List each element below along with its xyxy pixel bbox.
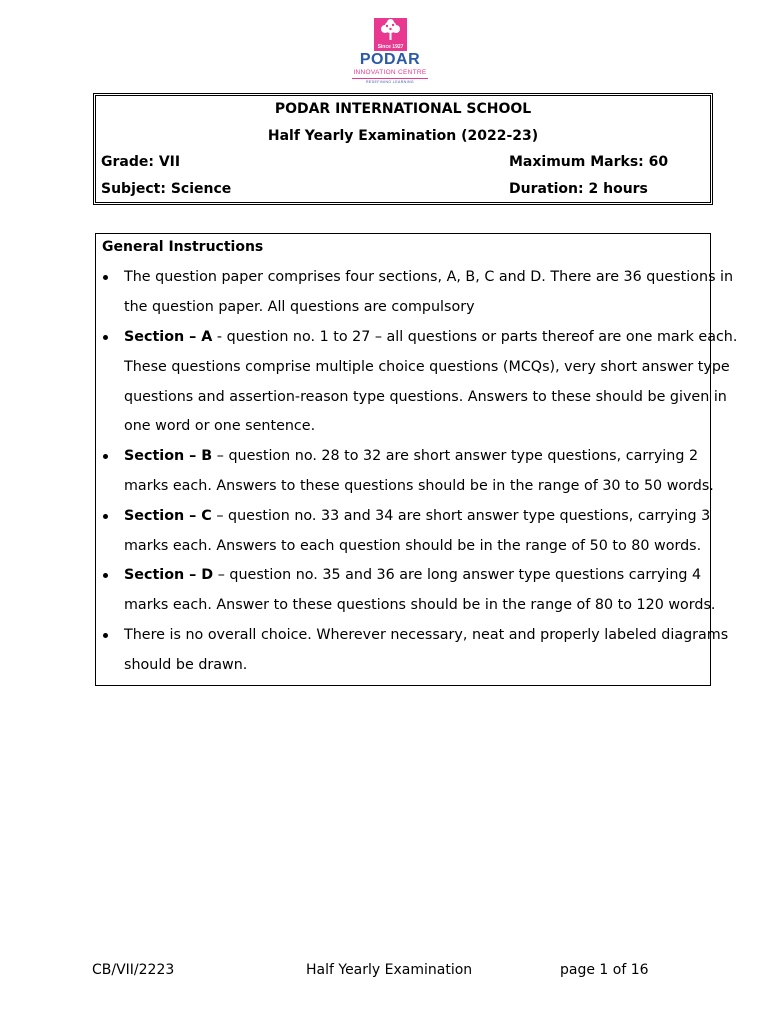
instruction-line: The question paper comprises four sections, A, B, C and D. There are 36 questions in [124, 269, 734, 285]
school-logo [346, 14, 434, 86]
instruction-line: one word or one sentence. [124, 418, 316, 435]
general-instructions-box [95, 233, 738, 686]
instruction-line: These questions comprise multiple choice questions (MCQs), very short answer type [124, 358, 730, 375]
instruction-line [124, 442, 709, 472]
footer-exam-name: Half Yearly Examination [306, 962, 473, 978]
instruction-line: marks each. Answers to these questions should be in the range of 30 to 50 words. [124, 477, 714, 494]
instruction-item [124, 561, 716, 621]
section-label: Section – C [124, 508, 212, 524]
instruction-text: – question no. 28 to 32 are short answer type questions, carrying 2 [212, 448, 699, 464]
exam-header-box [93, 93, 713, 205]
instruction-item [124, 502, 709, 562]
bullet-icon [103, 454, 108, 459]
instruction-text: – question no. 35 and 36 are long answer type questions carrying 4 [213, 567, 702, 583]
school-name: PODAR INTERNATIONAL SCHOOL [274, 101, 532, 117]
instruction-line [124, 502, 709, 532]
instruction-item [124, 442, 714, 502]
logo-tagline: REDEFINING LEARNING [352, 78, 428, 85]
bullet-icon [103, 514, 108, 519]
instruction-line: marks each. Answer to these questions should be in the range of 80 to 120 words. [124, 596, 716, 613]
section-label: Section – A [124, 329, 213, 345]
max-marks-label: Maximum Marks: 60 [509, 154, 669, 170]
duration-label: Duration: 2 hours [509, 181, 648, 197]
grade-label: Grade: VII [101, 154, 181, 170]
section-label: Section – B [124, 448, 213, 464]
footer-page-number: page 1 of 16 [560, 962, 649, 978]
bullet-icon [103, 573, 108, 578]
instructions-title: General Instructions [102, 239, 264, 255]
bullet-icon [103, 275, 108, 280]
logo-brand-text: PODAR [359, 51, 421, 68]
instruction-text: - question no. 1 to 27 – all questions or parts thereof are one mark each. [212, 329, 738, 345]
instruction-line: There is no overall choice. Wherever necessary, neat and properly labeled diagrams [124, 627, 729, 643]
instruction-line: the question paper. All questions are compulsory [124, 298, 475, 315]
logo-subtitle: INNOVATION CENTRE [353, 69, 427, 76]
instruction-item [124, 323, 738, 442]
bullet-icon [103, 633, 108, 638]
instruction-line: should be drawn. [124, 656, 248, 673]
bullet-icon [103, 335, 108, 340]
subject-label: Subject: Science [101, 181, 232, 197]
section-label: Section – D [124, 567, 214, 583]
exam-title: Half Yearly Examination (2022-23) [267, 128, 539, 144]
instruction-line: questions and assertion-reason type questions. Answers to these should be given in [124, 388, 727, 405]
instruction-text: – question no. 33 and 34 are short answer type questions, carrying 3 [211, 508, 711, 524]
tree-icon [374, 18, 407, 51]
instruction-line [124, 323, 738, 353]
instruction-item [124, 621, 729, 681]
instruction-item [124, 263, 734, 323]
footer-paper-code: CB/VII/2223 [92, 962, 175, 978]
logo-since-label: Since 1927 [377, 44, 404, 50]
instruction-line [124, 561, 709, 591]
instruction-line: marks each. Answers to each question should be in the range of 50 to 80 words. [124, 537, 702, 554]
